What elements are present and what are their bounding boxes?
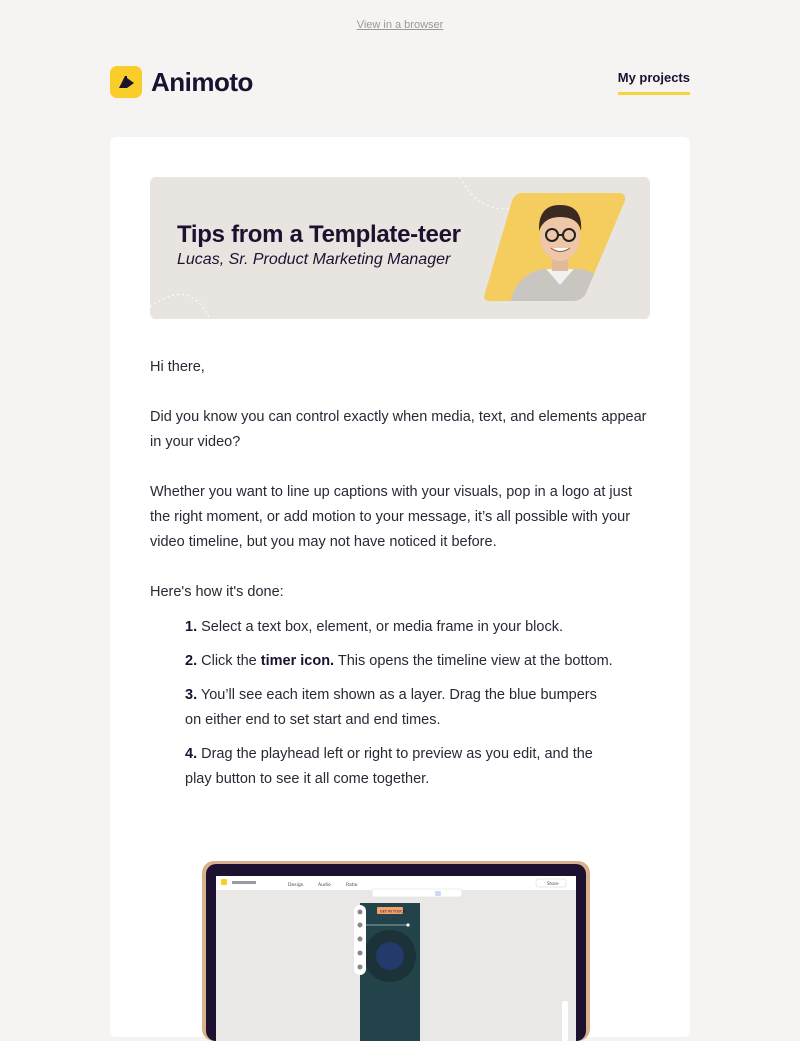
tips-banner xyxy=(150,177,650,319)
toolbar-audio: Audio xyxy=(318,883,331,888)
step-text: You’ll see each item shown as a layer. Drag the blue bumpers on either end to set start and end times. xyxy=(185,687,597,728)
animoto-logo-icon xyxy=(110,66,142,98)
paragraph-1: Did you know you can control exactly when media, text, and elements appear in your video? xyxy=(150,409,647,450)
step-number: 3. xyxy=(185,687,198,703)
email-card xyxy=(110,137,690,1037)
step-text: Click the xyxy=(197,653,261,669)
view-in-browser-link[interactable]: View in a browser xyxy=(356,19,444,31)
toolbar-share: Share xyxy=(547,881,559,886)
animoto-logo[interactable] xyxy=(110,66,253,98)
step-text: Drag the playhead left or right to preview as you edit, and the play button to see it all come together. xyxy=(185,746,593,787)
editor-logo-icon xyxy=(221,879,227,885)
greeting: Hi there, xyxy=(150,359,205,375)
steps-list xyxy=(185,615,615,792)
paragraph-3: Here's how it's done: xyxy=(150,584,284,600)
step-number: 4. xyxy=(185,746,198,762)
step-number: 2. xyxy=(185,653,198,669)
email-header xyxy=(110,64,690,104)
step-4 xyxy=(185,742,615,792)
toolbar-design: Design xyxy=(288,883,304,888)
my-projects-link[interactable]: My projects xyxy=(618,70,690,95)
banner-subtitle: Lucas, Sr. Product Marketing Manager xyxy=(177,251,451,268)
step-text: This opens the timeline view at the bottom. xyxy=(334,653,613,669)
email-body xyxy=(150,355,655,801)
step-text: Select a text box, element, or media frame in your block. xyxy=(197,619,563,635)
presenter-photo xyxy=(482,193,630,303)
step-3 xyxy=(185,683,615,733)
get-in-touch-badge: GET IN TOUCH xyxy=(380,909,406,914)
step-2 xyxy=(185,649,615,674)
toolbar-ratio: Ratio xyxy=(346,883,358,888)
step-number: 1. xyxy=(185,619,198,635)
editor-screenshot xyxy=(202,861,592,1041)
paragraph-2: Whether you want to line up captions with your visuals, pop in a logo at just the right moment, or add motion to your message, it’s all possible with your video timeline, but you may not have noticed it before. xyxy=(150,484,632,550)
timer-icon-term: timer icon. xyxy=(260,653,335,669)
logo-wordmark: Animoto xyxy=(151,66,253,97)
step-1 xyxy=(185,615,615,640)
banner-title: Tips from a Template-teer xyxy=(177,221,461,248)
